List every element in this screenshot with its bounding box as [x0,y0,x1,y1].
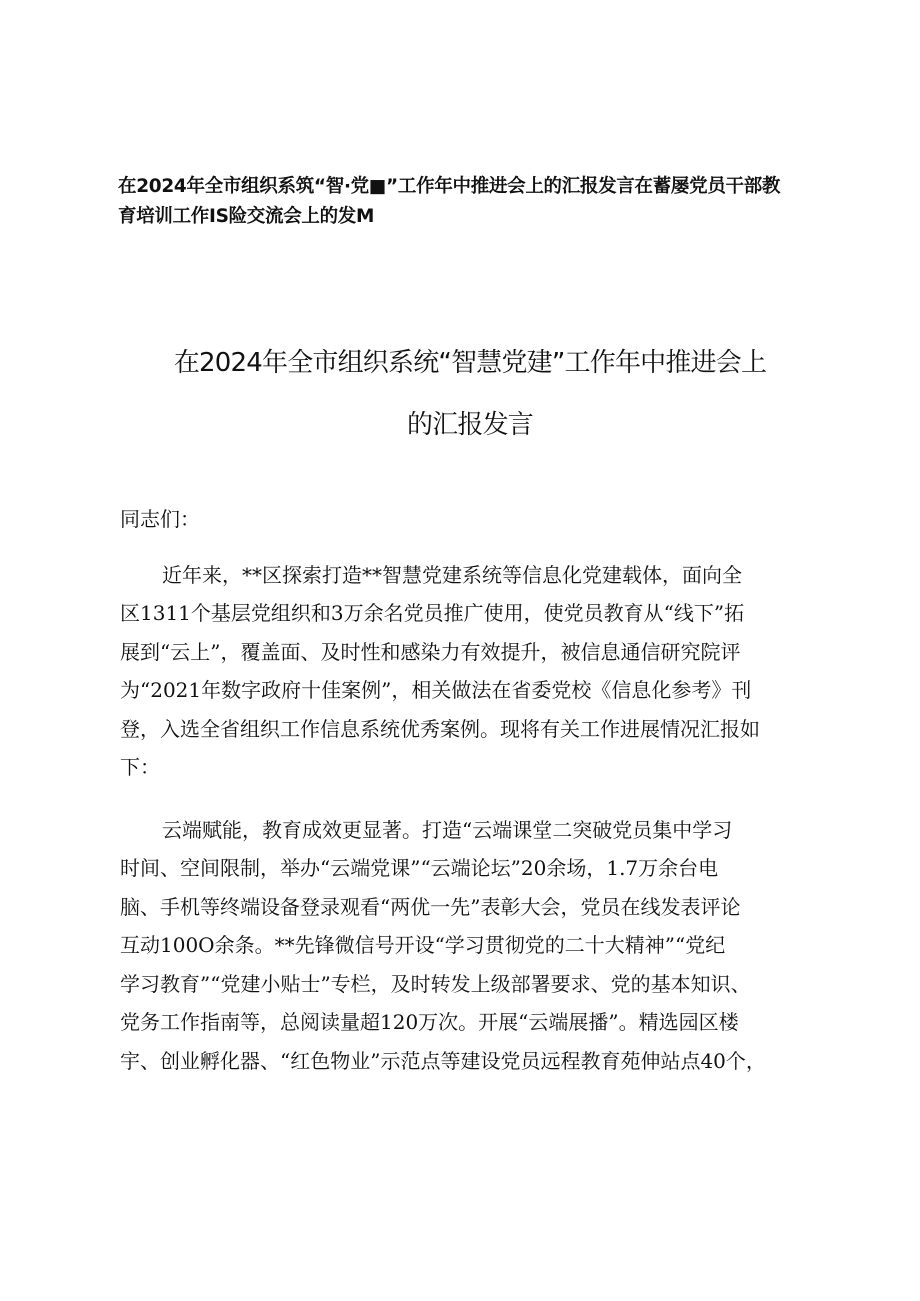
paragraph-line: 为“2021年数字政府十佳案例”，相关做法在省委党校《信息化参考》刊 [120,678,752,702]
speech-title [120,332,820,456]
paragraph-line: 展到“云上”，覆盖面、及时性和感染力有效提升，被信息通信研究院评 [120,639,741,664]
paragraph-cloud-empowerment [120,811,820,1081]
paragraph-line: 互动100O余条。**先锋微信号开设“学习贯彻党的二十大精神”“党纪 [120,933,726,957]
paragraph-line: 宇、创业孵化器、“红色物业”示范点等建设党员远程教育苑伸站点40个， [120,1048,766,1073]
paragraph-line: 党务工作指南等，总阅读量超120万次。开展“云端展播”。精选园区楼 [120,1010,739,1034]
file-header-title [118,172,818,232]
paragraph-line: 区1311个基层党组织和3万余名党员推广使用，使党员教育从“线下”拓 [120,601,745,625]
paragraph-line: 时间、空间限制，举办“云端党课”“云端论坛”20余场，1.7万余台电 [120,856,719,880]
paragraph-line: 云端赋能，教育成效更显著。打造“云端课堂二突破党员集中学习 [162,817,733,842]
paragraph-line: 脑、手机等终端设备登录观看“两优一先”表彰大会，党员在线发表评论 [120,894,741,919]
file-header-line: 在2024年全市组织系筑“智·党■”工作年中推进会上的汇报发言在蓄屡党员干部教 [118,176,781,197]
greeting: 同志们： [120,507,200,531]
paragraph-line: 学习教育”“党建小贴士”专栏，及时转发上级部署要求、党的基本知识、 [120,971,751,996]
paragraph-spacer [120,787,820,811]
paragraph-line: 近年来，**区探索打造**智慧党建系统等信息化党建载体，面向全 [162,562,742,587]
file-header-line: 育培训工作IS险交流会上的发M [118,206,375,227]
paragraph-line: 下： [120,755,160,779]
speech-title-line: 在2024年全市组织系统“智慧党建”工作年中推进会上 [173,348,767,378]
paragraph-intro [120,556,820,787]
paragraph-line: 登，入选全省组织工作信息系统优秀案例。现将有关工作进展情况汇报如 [120,716,760,741]
speech-title-line: 的汇报发言 [406,410,533,440]
speech-body [120,500,820,1080]
